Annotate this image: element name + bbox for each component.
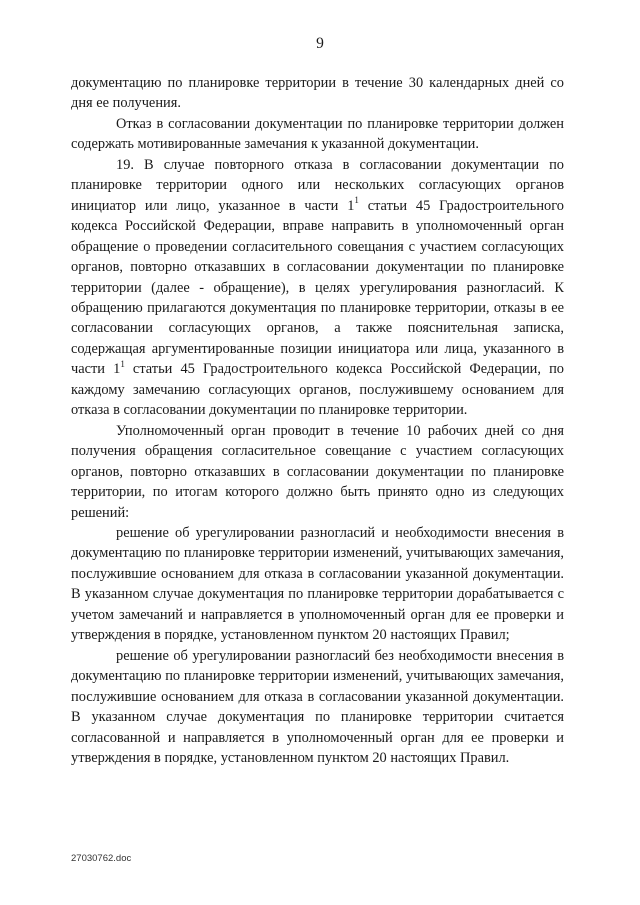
item-19-text-b: статьи 45 Градостроительного кодекса Российской Федерации, вправе направить в уполномоченный орган обращение о проведении согласительного совещания с участием согласующих органов, повторно отказавших в согласовании документации по планировке территории (далее - обращение), в целях урегулирования разногласий. К обращению прилагаются документация по планировке территории, отказы в ее согласовании согласующих органов, а также пояснительная записка, содержащая аргументированные позиции инициатора или лица, указанного в части 1 <box>71 197 564 378</box>
paragraph-item-19 <box>71 155 564 421</box>
item-19-text-c: статьи 45 Градостроительного кодекса Российской Федерации, по каждому замечанию согласующих органов, послужившему основанием для отказа в согласовании документации по планировке территории. <box>71 361 564 419</box>
paragraph-decision-changes: решение об урегулировании разногласий и необходимости внесения в документацию по планировке территории изменений, учитывающих замечания, послужившие основанием для отказа в согласовании указанной документации. В указанном случае документация по планировке территории дорабатывается с учетом замечаний и направляется в уполномоченный орган для ее проверки и утверждения в порядке, установленном пунктом 20 настоящих Правил; <box>71 524 564 644</box>
document-body <box>71 73 564 768</box>
paragraph-deadline: документацию по планировке территории в течение 30 календарных дней со дня ее получения. <box>71 75 564 112</box>
paragraph-refusal: Отказ в согласовании документации по планировке территории должен содержать мотивированные замечания к указанной документации. <box>71 115 564 153</box>
page-number: 9 <box>316 35 324 52</box>
paragraph-meeting: Уполномоченный орган проводит в течение 10 рабочих дней со дня получения обращения согласительное совещание с участием согласующих органов, повторно отказавших в согласовании документации по планировке территории, по итогам которого должно быть принято одно из следующих решений: <box>71 422 564 521</box>
item-19-text-a: 19. В случае повторного отказа в согласовании документации по планировке территории одного или нескольких согласующих органов инициатор или лицо, указанное в части 1 <box>71 156 564 214</box>
footer-file-name: 27030762.doc <box>71 853 132 864</box>
superscript-1: 1 <box>120 358 125 369</box>
superscript-1: 1 <box>354 194 359 205</box>
paragraph-decision-no-changes: решение об урегулировании разногласий без необходимости внесения в документацию по планировке территории изменений, учитывающих замечания, послужившие основанием для отказа в согласовании указанной документации. В указанном случае документация по планировке территории считается согласованной и направляется в уполномоченный орган для ее проверки и утверждения в порядке, установленном пунктом 20 настоящих Правил. <box>71 647 564 766</box>
